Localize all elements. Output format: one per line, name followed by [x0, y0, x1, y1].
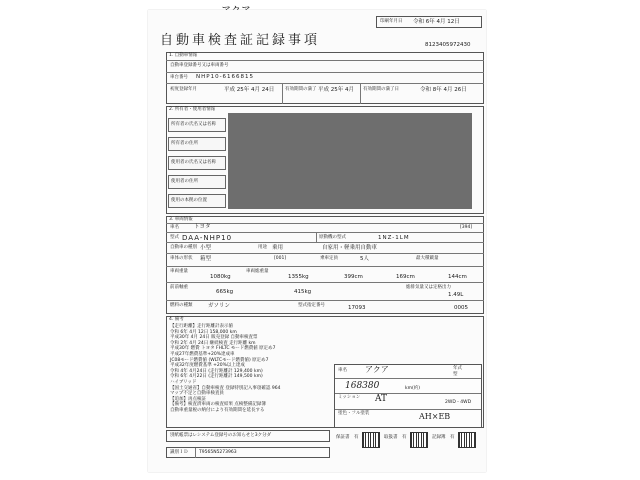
gvw-value: 1355kg — [288, 274, 309, 280]
footer-note-box — [166, 430, 330, 442]
gvw-label: 車両総重量 — [246, 269, 269, 274]
front-axle-value: 665kg — [216, 289, 234, 295]
purpose-value: 自家用・軽乗用自動車 — [322, 245, 378, 251]
expiry-value: 令和 8年 4月 26日 — [420, 87, 467, 93]
displacement-label: 総排気量又は定格出力 — [406, 285, 451, 290]
warranty-label: 保証書 — [336, 435, 350, 440]
stamp-2-icon — [410, 432, 428, 448]
remark-line: 【国土交通省】自動車検査 登録特別記入事項確認 964 — [170, 385, 281, 391]
shape-label: 車体の形状 — [170, 256, 193, 261]
use-label: 用途 — [258, 245, 267, 250]
stamp-3-icon — [458, 432, 476, 448]
owner-address-label: 所有者の住所 — [171, 141, 198, 146]
first-reg-value: 平成 25年 4月 24日 — [224, 87, 275, 93]
rear-axle-value: 415kg — [294, 289, 312, 295]
capacity-label: 乗車定員 — [320, 256, 338, 261]
remark-line: 【走行距離】走行距離計表示値 — [170, 324, 233, 329]
remark-line: 平成27年燃費基準+20%達成車 — [170, 352, 235, 357]
expiry-label: 有効期間の満了日 — [363, 87, 399, 92]
issued-value: 平成 25年 4月 — [318, 87, 354, 93]
manual-value: 有 — [402, 435, 407, 440]
color-value: AH×EB — [419, 412, 451, 421]
dealer-info-box — [334, 364, 482, 428]
shape-value: 箱型 — [200, 256, 212, 262]
issue-date-box — [376, 16, 482, 28]
manual-label: 取扱書 — [384, 435, 398, 440]
remark-line: 令和 2年 4月 24日 継続検査 走行距離 km — [170, 340, 256, 346]
length-value: 399cm — [344, 274, 363, 280]
front-axle-label: 前前軸重 — [170, 285, 188, 290]
page-title: 自動車検査証記録事項 — [160, 33, 321, 48]
capacity-value: 5人 — [360, 256, 369, 262]
dealer-extra-2: 型 — [453, 372, 458, 377]
transmission-value: AT — [375, 394, 388, 404]
maker-code: [394] — [460, 225, 473, 230]
remark-line: 平成30年 燃費 トヨタ FHLTC モード燃費値 原定め7 — [170, 346, 276, 352]
category-no-value: 0005 — [454, 305, 468, 311]
shape-code: [001] — [274, 256, 287, 261]
approvals-row — [334, 430, 482, 452]
section3-heading: 3. 車両情報 — [169, 217, 193, 222]
remark-line: 令和 6年 4月22日 (走行距離計 149,500 km) — [170, 374, 263, 380]
type-label: 自動車の種別 — [170, 245, 197, 250]
remark-line: ハイブリッド — [170, 380, 197, 385]
model-value: DAA-NHP10 — [182, 234, 233, 242]
section1-heading: 1. 自動車情報 — [169, 53, 198, 58]
type-value: 小型 — [200, 245, 212, 251]
record-value: 有 — [450, 435, 455, 440]
engine-value: 1NZ-1LM — [378, 235, 410, 241]
drive-label: 2WD・4WD — [445, 400, 472, 405]
odometer-value: 168380 — [345, 381, 380, 391]
dealer-name-label: 車名 — [338, 368, 347, 373]
remark-line: マップ不足と自動車検査員 — [170, 391, 224, 397]
odometer-unit: km(約) — [405, 386, 421, 391]
height-value: 144cm — [448, 274, 467, 280]
remark-line: 令和 6年 4月 12日 158,000 km — [170, 329, 237, 335]
fuel-value: ガソリン — [208, 303, 231, 309]
record-label: 記録簿 — [432, 435, 446, 440]
user-name-label: 使用者の氏名又は名称 — [171, 160, 216, 165]
footer-note: 別紙帳票はレシステム登録号のお知らせと3ク分ダ — [170, 433, 272, 438]
reg-no-label: 自動車登録番号又は車両番号 — [170, 63, 229, 68]
issue-date-label: 印刷年月日 — [380, 19, 403, 24]
section2-heading: 2. 所有者・使用者情報 — [169, 107, 216, 112]
footer-id-box — [166, 447, 330, 458]
model-label: 型式 — [170, 235, 179, 240]
section4-heading: 4. 備考 — [169, 317, 184, 322]
chassis-label: 車台番号 — [170, 75, 188, 80]
transmission-label: ミッション — [338, 395, 361, 400]
remark-line: 平成30年 4月 24日 販売登録 自動車検査票 — [170, 335, 258, 341]
dealer-extra-1: 年式 — [453, 366, 462, 371]
type-no-value: 17093 — [348, 305, 366, 311]
maker-label: 車名 — [170, 225, 179, 230]
type-no-label: 型式指定番号 — [298, 303, 325, 308]
weight-label: 車両重量 — [170, 269, 188, 274]
max-load-label: 最大積載量 — [416, 256, 439, 261]
document-number: 8123405972430 — [425, 42, 471, 48]
maker-value: トヨタ — [194, 224, 211, 230]
inspection-certificate — [148, 10, 486, 472]
remark-line: 平成32年度燃費基準 +20%以上達成 — [170, 363, 245, 369]
fuel-label: 燃料の種類 — [170, 303, 193, 308]
chassis-value: NHP10-6166815 — [196, 74, 255, 80]
dealer-name-value: アクア — [365, 365, 389, 374]
width-value: 169cm — [396, 274, 415, 280]
user-address-label: 使用者の住所 — [171, 179, 198, 184]
redaction-block — [228, 113, 472, 209]
footer-id-value: T9565N5273963 — [199, 450, 237, 455]
issued-label: 有効期間の満了 — [285, 87, 317, 92]
base-location-label: 使用の本拠の位置 — [171, 198, 207, 203]
engine-label: 原動機の型式 — [319, 235, 346, 240]
remark-line: JC08モード燃費値 (WLTCモード燃費値) 原定め7 — [170, 357, 269, 363]
remark-line: 【追加】再点検証 — [170, 396, 206, 402]
footer-id-label: 識別ＩＤ — [170, 450, 188, 455]
use-value: 乗用 — [272, 245, 284, 251]
remark-line: 自動車重量税の納付により有効期間を延長する — [170, 408, 265, 413]
first-reg-label: 初度登録年月 — [170, 87, 197, 92]
weight-value: 1080kg — [210, 274, 231, 280]
displacement-value: 1.49L — [448, 292, 464, 298]
color-label: 塗色・フル塗装 — [338, 411, 370, 416]
remark-line: 【備考】検査済車両の検査結果 点検整備記録簿 — [170, 402, 266, 408]
stamp-1-icon — [362, 432, 380, 448]
issue-date-value: 令和 6年 4月 12日 — [413, 19, 460, 25]
warranty-value: 有 — [354, 435, 359, 440]
owner-name-label: 所有者の氏名又は名称 — [171, 122, 216, 127]
remark-line: 令和 4年 4月24日 (走行距離計 129,400 km) — [170, 368, 263, 374]
